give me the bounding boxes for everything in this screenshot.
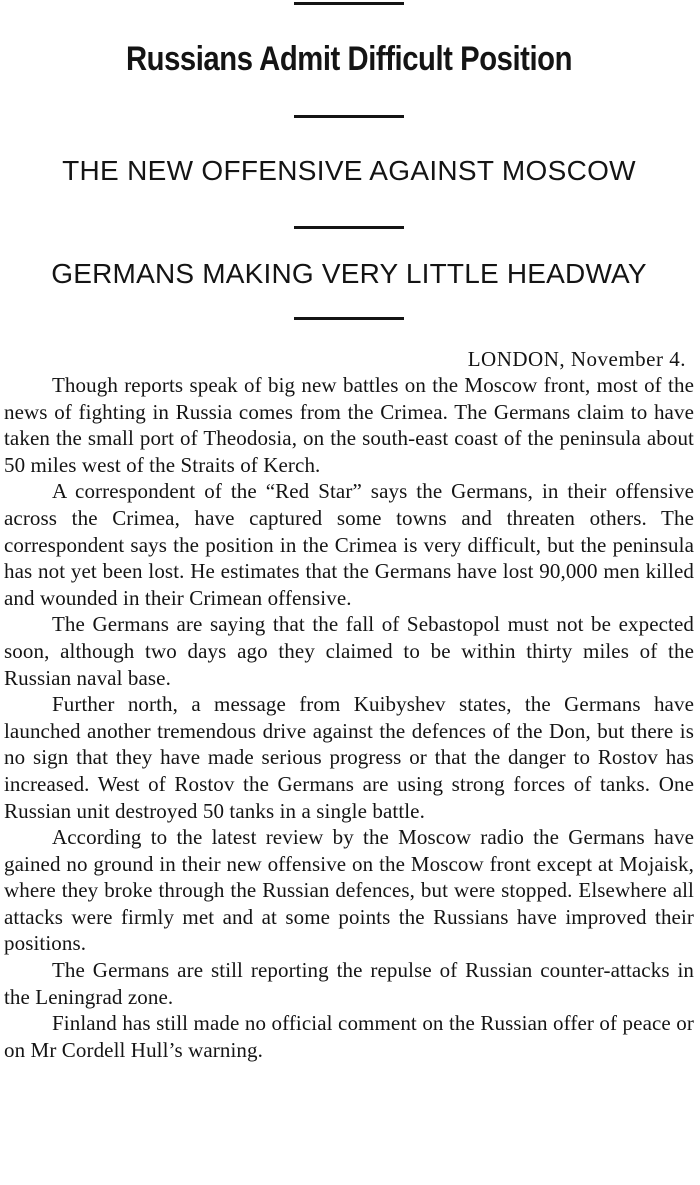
newspaper-clipping: [0, 2, 700, 1185]
paragraph: Finland has still made no official comment on the Russian offer of peace or on Mr Cordell Hull’s warning.: [4, 1011, 694, 1062]
dateline: LONDON, November 4.: [467, 347, 686, 371]
paragraph: Though reports speak of big new battles on the Moscow front, most of the news of fighting in Russia comes from the Crimea. The Germans claim to have taken the small port of Theodosia, on the south-east coast of the peninsula about 50 miles west of the Straits of Kerch.: [4, 373, 694, 477]
paragraph: The Germans are still reporting the repulse of Russian counter-attacks in the Leningrad zone.: [4, 958, 694, 1009]
paragraph: The Germans are saying that the fall of Sebastopol must not be expected soon, although two days ago they claimed to be within thirty miles of the Russian naval base.: [4, 612, 694, 690]
headline: Russians Admit Difficult Position: [125, 40, 573, 78]
divider-rule-2: [294, 226, 404, 229]
paragraph: A correspondent of the “Red Star” says the Germans, in their offensive across the Crimea, have captured some towns and threaten others. The correspondent says the position in the Crimea is very difficult, but the peninsula has not yet been lost. He estimates that the Germans have lost 90,000 men killed and wounded in their Crimean offensive.: [4, 479, 694, 610]
subheadline-2: GERMANS MAKING VERY LITTLE HEADWAY: [51, 258, 647, 289]
paragraph: Further north, a message from Kuibyshev states, the Germans have launched another tremendous drive against the defences of the Don, but there is no sign that they have made serious progress or that the danger to Rostov has increased. West of Rostov the Germans are using strong forces of tanks. One Russian unit destroyed 50 tanks in a single battle.: [4, 692, 694, 823]
subheadline-1: THE NEW OFFENSIVE AGAINST MOSCOW: [62, 155, 636, 186]
divider-rule-1: [294, 115, 404, 118]
top-rule: [294, 2, 404, 5]
divider-rule-3: [294, 317, 404, 320]
paragraph: According to the latest review by the Moscow radio the Germans have gained no ground in their new offensive on the Moscow front except at Mojaisk, where they broke through the Russian defences, but were stopped. Elsewhere all attacks were firmly met and at some points the Russians have improved their positions.: [4, 825, 694, 956]
article-body: [4, 372, 694, 1063]
